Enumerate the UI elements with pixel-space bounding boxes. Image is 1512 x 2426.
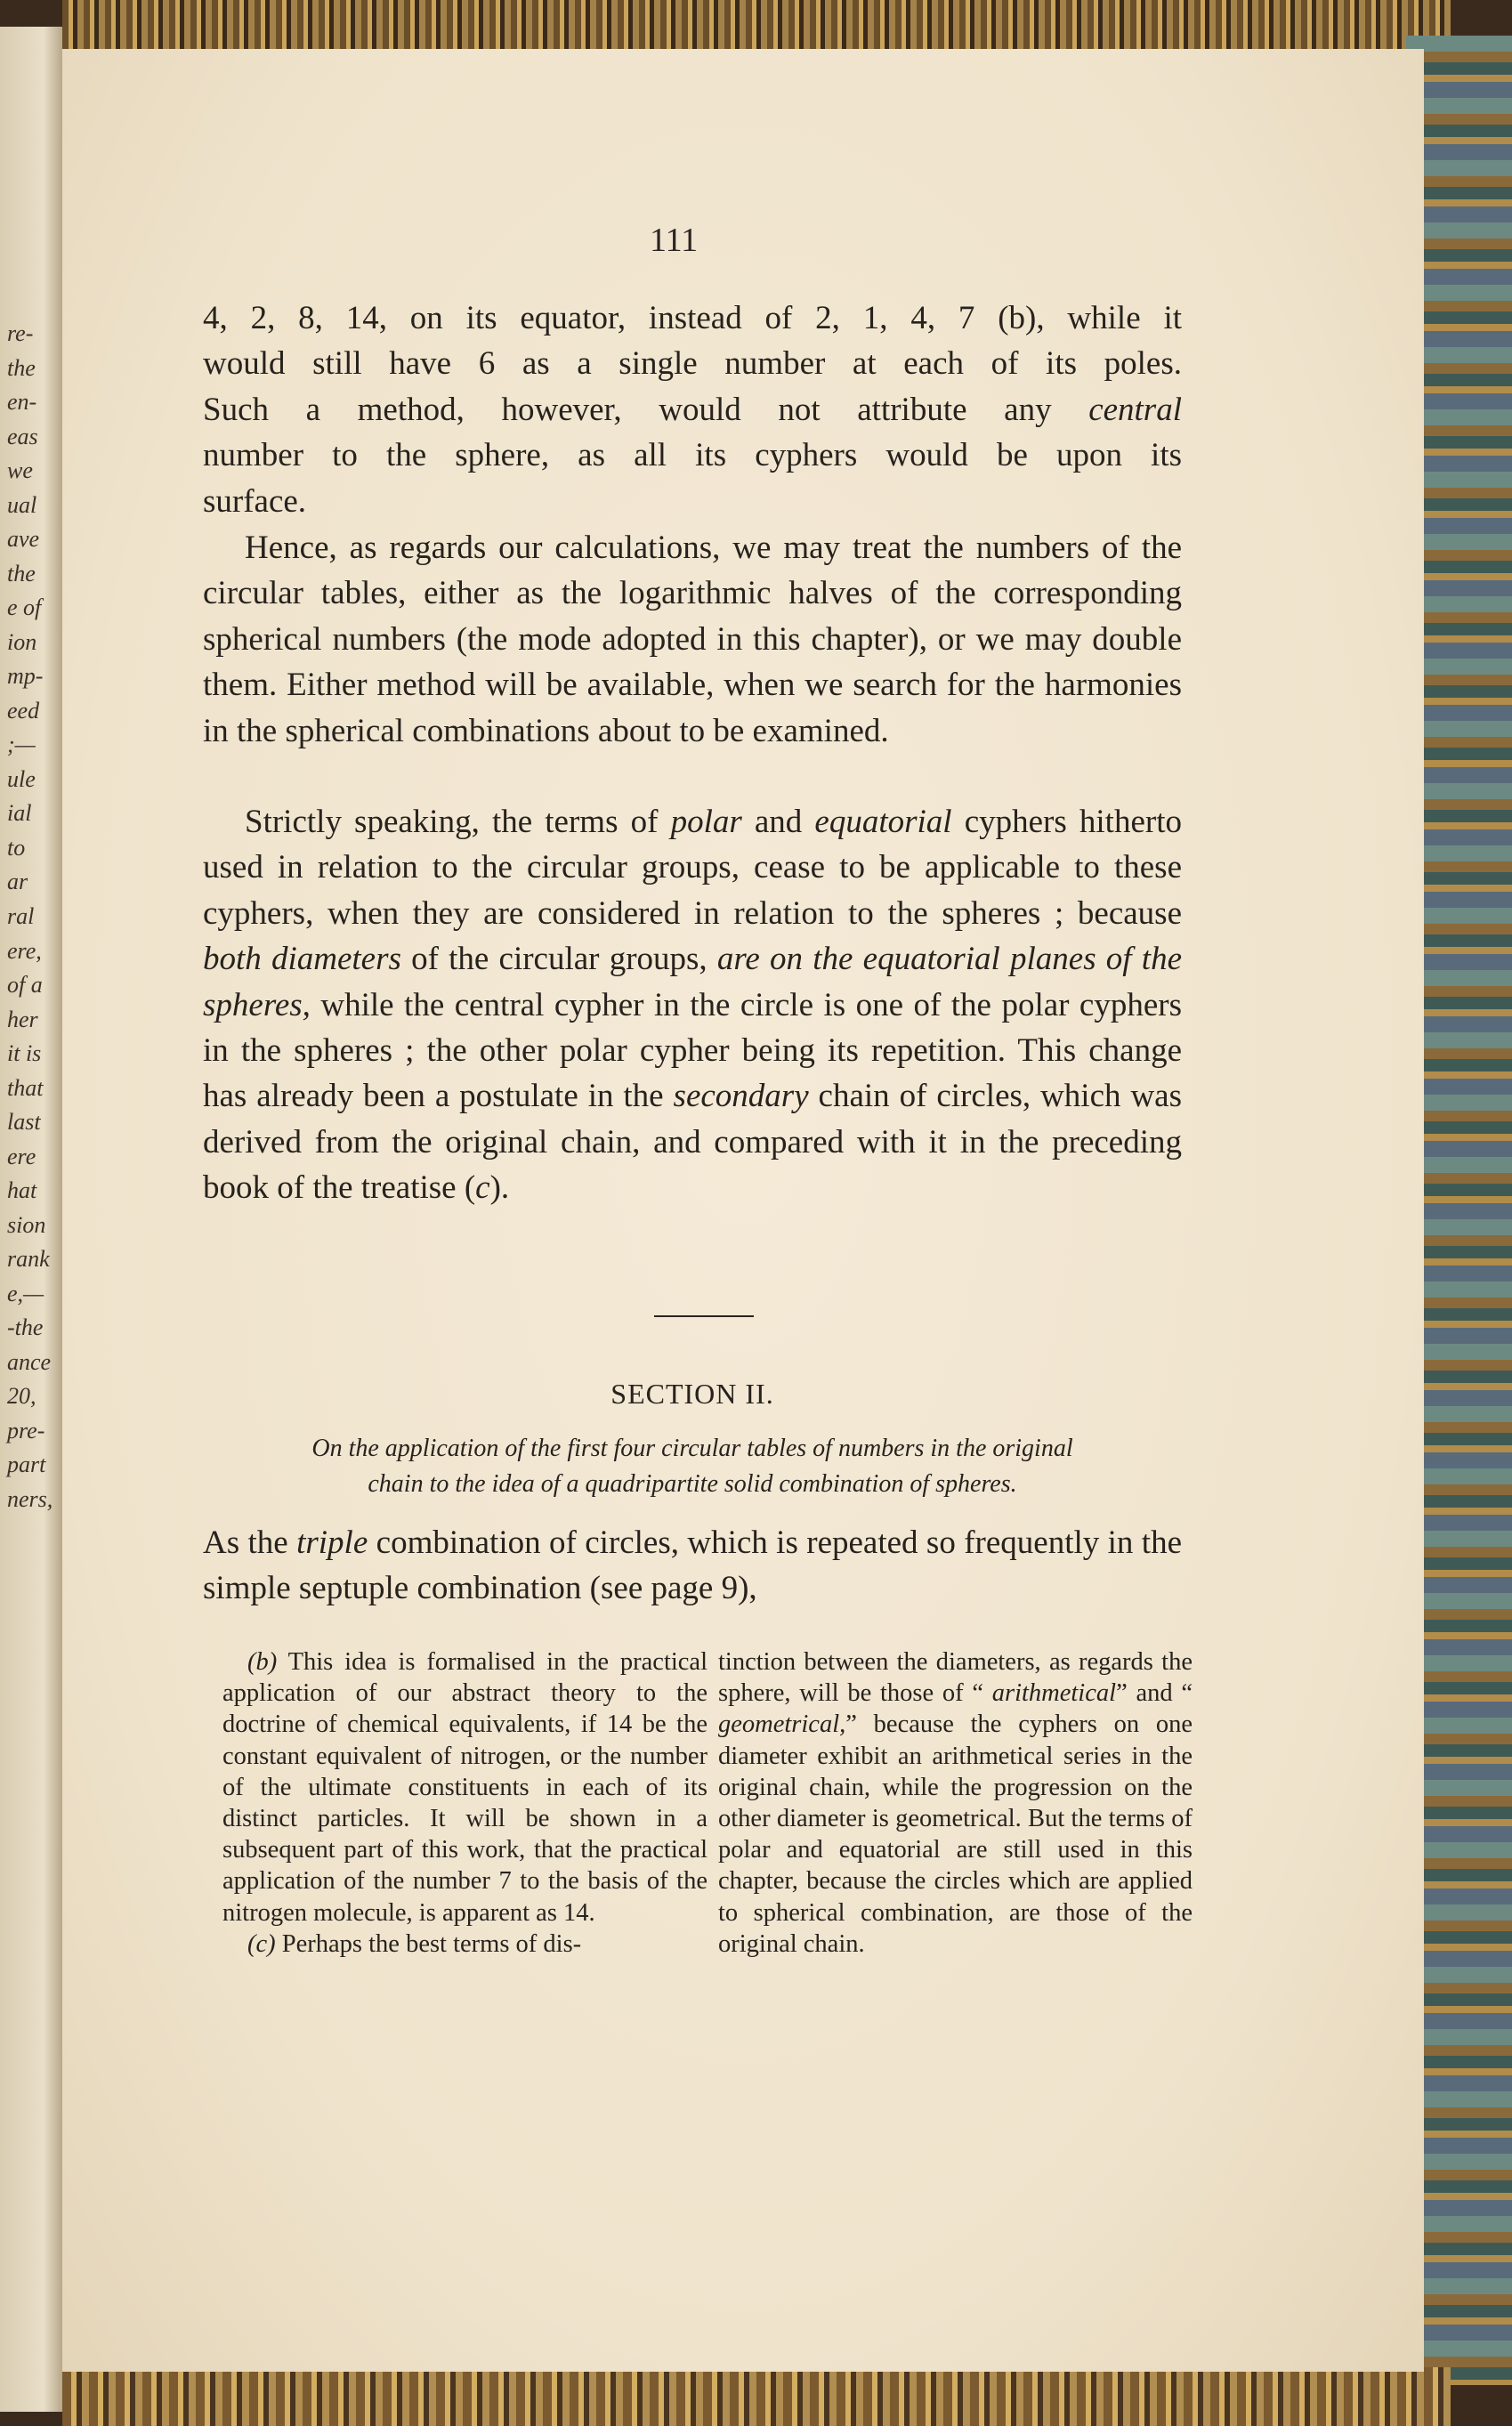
subtitle-line: On the application of the first four circular tables of numbers in the original	[311, 1435, 1073, 1462]
adjacent-page-fragment: ave	[7, 526, 40, 553]
adjacent-page-fragment: it is	[7, 1040, 42, 1067]
adjacent-page-fragment: that	[7, 1074, 44, 1101]
body-paragraph-text	[203, 799, 1182, 1211]
body-line: surface.	[203, 482, 307, 520]
adjacent-page-fragment: -the	[7, 1314, 44, 1341]
footnotes-left-column	[222, 1646, 707, 1960]
adjacent-page-fragment: we	[7, 457, 33, 484]
footnote-label: (c)	[247, 1929, 276, 1958]
body-text-run: while the central cypher in the circle is one of the polar cyphers in the spheres ; the other polar cypher being its repetition. This change has already been a postulate in the	[203, 986, 1182, 1115]
adjacent-page-fragment: ere	[7, 1143, 36, 1169]
body-text-run: Such a method, however, would not attribute any	[203, 391, 1089, 428]
body-text-run: combination of circles, which is repeated so frequently in the simple septuple combination (see page 9),	[203, 1524, 1182, 1607]
adjacent-page-fragment: e,—	[7, 1280, 44, 1306]
adjacent-page-fragment: hat	[7, 1177, 37, 1204]
footnote-text: Perhaps the best terms of dis-	[275, 1929, 582, 1958]
page-number: 111	[650, 222, 699, 259]
adjacent-page-fragment: ners,	[7, 1486, 53, 1512]
footnote-c-start	[222, 1929, 707, 1960]
body-text-run: As the	[203, 1524, 297, 1561]
footnote-ref: c	[475, 1169, 490, 1207]
adjacent-page-fragment: ual	[7, 491, 37, 518]
adjacent-page-fragment: the	[7, 560, 36, 586]
emphasis: both diameters	[203, 941, 401, 978]
footnote-text: tinction between the diameters, as regards the sphere, will be those of “	[718, 1648, 1193, 1708]
adjacent-page-fragment: of a	[7, 972, 43, 999]
adjacent-page-fragment: ar	[7, 869, 28, 895]
body-paragraph-text: Hence, as regards our calculations, we may treat the numbers of the circular tables, either as the logarithmic halves of the corresponding spherical numbers (the mode adopted in this chapter), or we may double them. Either method will be available, when we search for the harmonies in the spherical combinations about to be examined.	[203, 530, 1182, 749]
adjacent-page-fragment: re-	[7, 320, 34, 346]
adjacent-page-fragment: ion	[7, 628, 37, 655]
body-line: would still have 6 as a single number at each of its poles.	[203, 345, 1182, 383]
body-text-run: and	[741, 804, 815, 840]
adjacent-page-fragment: eas	[7, 423, 38, 449]
body-text-run: ).	[489, 1169, 510, 1207]
adjacent-page-fragment: pre-	[7, 1417, 45, 1443]
body-paragraph-2	[203, 525, 1182, 754]
adjacent-page-fragment: ule	[7, 765, 36, 792]
adjacent-page-fragment: rank	[7, 1246, 50, 1273]
footnote-c-continued	[718, 1646, 1193, 1960]
body-line	[203, 387, 1182, 433]
body-line: number to the sphere, as all its cyphers would be upon its	[203, 437, 1182, 474]
emphasis: equatorial	[814, 804, 952, 840]
section-opening-paragraph	[203, 1520, 1182, 1612]
emphasis: arithmetical	[991, 1679, 1117, 1708]
adjacent-page-fragment: ance	[7, 1348, 52, 1375]
adjacent-page-fragment: to	[7, 834, 26, 861]
adjacent-page-fragment: e of	[7, 594, 42, 621]
footnote-text: ” because the cyphers on one diameter exhibit an arithmetical series in the original chain, while the progression on the other diameter is geometrical. But the terms of polar and equatorial are still used in this chapter, because the circles which are applied to spherical combination, are those of the original chain.	[718, 1710, 1193, 1958]
emphasis: geometrical,	[718, 1710, 846, 1739]
adjacent-page-fragment: ;—	[7, 732, 36, 758]
footnote-b	[222, 1646, 707, 1929]
body-paragraph-3	[203, 799, 1182, 1211]
adjacent-page-fragment: ial	[7, 800, 32, 827]
emphasis: triple	[296, 1524, 368, 1561]
body-text-run: chain of circles, which was derived from the original chain, and compared with it in the preceding book of the treatise (	[203, 1078, 1182, 1207]
adjacent-page-fragment: en-	[7, 389, 37, 416]
section-divider	[654, 1315, 754, 1317]
footnote-text: ” and “	[1116, 1679, 1193, 1708]
footnote-label: (b)	[247, 1648, 278, 1676]
body-text-run: Strictly speaking, the terms of	[245, 804, 671, 840]
section-subtitle	[203, 1431, 1182, 1502]
emphasis: polar	[670, 804, 742, 840]
footnotes-right-column	[718, 1646, 1193, 1960]
subtitle-line: chain to the idea of a quadripartite solid combination of spheres.	[368, 1470, 1017, 1498]
adjacent-page-edge	[0, 27, 62, 2412]
adjacent-page-fragment: 20,	[7, 1383, 36, 1410]
body-text-run: of the circular groups,	[400, 941, 717, 978]
body-paragraph-1	[203, 295, 1182, 524]
footnote-text: This idea is formalised in the practical application of our abstract theory to the doctrine of chemical equivalents, if 14 be the constant equivalent of nitrogen, or the number of the ultimate constituents in each of its distinct particles. It will be shown in a subsequent part of this work, that the practical application of the number 7 to the basis of the nitrogen molecule, is apparent as 14.	[222, 1648, 707, 1927]
top-gilt-edge	[62, 0, 1451, 55]
body-text-run: cyphers hitherto used in relation to the circular groups, cease to be applicable to these cyphers, when they are considered in relation to the spheres ; because	[203, 804, 1182, 932]
adjacent-page-fragment: sion	[7, 1211, 46, 1238]
adjacent-page-fragment: part	[7, 1452, 46, 1478]
section-heading: SECTION II.	[610, 1378, 774, 1410]
adjacent-page-fragment: eed	[7, 697, 40, 724]
emphasis: central	[1088, 391, 1182, 428]
adjacent-page-fragment: the	[7, 354, 36, 381]
emphasis: secondary	[673, 1078, 809, 1115]
adjacent-page-fragment: ral	[7, 903, 35, 929]
emphasis: are on the equatorial planes of the spheres,	[203, 941, 1182, 1023]
body-line: 4, 2, 8, 14, on its equator, instead of 2, 1, 4, 7 (b), while it	[203, 300, 1182, 336]
adjacent-page-fragment: ere,	[7, 937, 42, 964]
adjacent-page-fragment: mp-	[7, 663, 44, 690]
bottom-gilt-edge	[62, 2367, 1451, 2426]
body-paragraph-text	[203, 1520, 1182, 1612]
adjacent-page-fragment: last	[7, 1109, 41, 1136]
adjacent-page-fragment: her	[7, 1006, 38, 1032]
